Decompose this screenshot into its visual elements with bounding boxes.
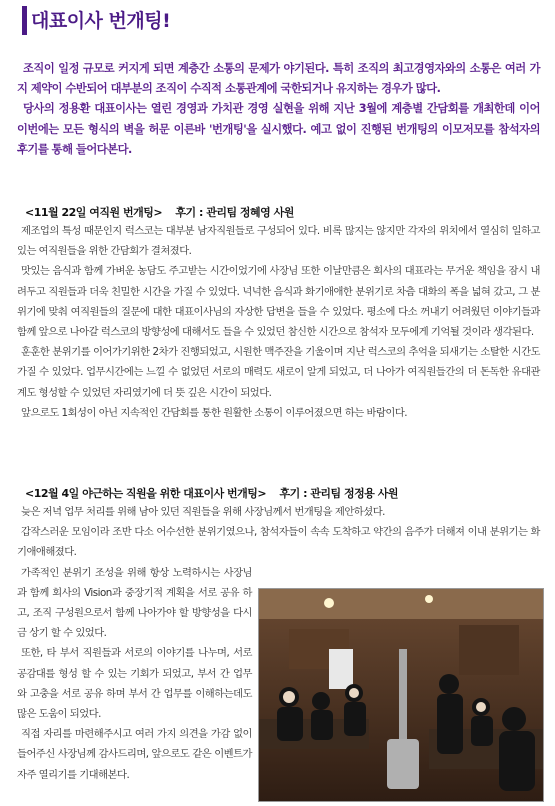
section-2-paragraph-5: 직접 자리를 마련해주시고 여러 가지 의견을 가감 없이 들어주신 사장님께 감사드리며, 앞으로도 같은 이벤트가 자주 열리기를 기대해본다. xyxy=(17,728,252,781)
section-2-paragraph-4: 또한, 타 부서 직원들과 서로의 이야기를 나누며, 서로 공감대를 형성 할 수 있는 기회가 되었고, 부서 간 업무와 고충을 서로 공유 하며 부서 간 업무를 이해하는데도 많은 도움이 되었다. xyxy=(17,647,252,721)
section-2-paragraph-1: 늦은 저녁 업무 처리를 위해 남아 있던 직원들을 위해 사장님께서 번개팅을 제안하셨다. xyxy=(21,506,385,518)
section-1-heading xyxy=(17,205,540,221)
intro-text xyxy=(17,59,540,160)
title-block xyxy=(22,6,176,35)
section-2-heading xyxy=(17,486,540,502)
section-1-body xyxy=(17,221,540,423)
section-1-title: <11월 22일 여직원 번개팅> xyxy=(25,206,163,219)
section-2-paragraph-3: 가족적인 분위기 조성을 위해 항상 노력하시는 사장님과 함께 회사의 Vision과 중장기적 계획을 서로 공유 하고, 조직 구성원으로서 함께 나아가야 할 방향성을 다시금 상기 할 수 있었다. xyxy=(17,566,252,640)
group-dinner-photo xyxy=(258,588,544,802)
section-2-title: <12월 4일 야근하는 직원을 위한 대표이사 번개팅> xyxy=(25,487,267,500)
intro-paragraph-2: 당사의 정용환 대표이사는 열린 경영과 가치관 경영 실현을 위해 지난 3월에 계층별 간담회를 개최한데 이어 이번에는 모든 형식의 벽을 허문 이른바 '번개팅'을 실시했다. 예고 없이 진행된 번개팅의 이모저모를 참석자의 후기를 통해 들어다본다. xyxy=(17,102,540,156)
photo-illustration xyxy=(259,589,543,801)
section-1-paragraph-3: 훈훈한 분위기를 이어가기위한 2차가 진행되었고, 시원한 맥주잔을 기울이며 지난 럭스코의 추억을 되새기는 소탈한 시간도 가질 수 있었다. 업무시간에는 느낄 수 없었던 서로의 매력도 새로이 알게 되었고, 더 나아가 여직원들간의 더 돈독한 유대관계도 형성할 수 있었던 자리였기에 더 뜻 깊은 시간이 되었다. xyxy=(17,346,540,399)
section-1-paragraph-2: 맛있는 음식과 함께 가벼운 농담도 주고받는 시간이었기에 사장님 또한 이날만큼은 회사의 대표라는 무거운 책임을 잠시 내려두고 직원들과 더욱 친밀한 시간을 가질 수 있었다. 넉넉한 음식과 화기애애한 분위기로 차츰 대화의 폭을 넓혀 갔고, 그 분위기에 맞춰 여직원들의 질문에 대한 대표이사님의 자상한 답변을 들을 수 있었다. 평소에 다소 꺼내기 어려웠던 이야기들과 함께 앞으로 나아갈 럭스코의 방향성에 대해서도 들을 수 있었던 참신한 시간으로 참석자 모두에게 기억될 것이라 생각된다. xyxy=(17,265,540,339)
section-1-reviewer: 후기 : 관리팀 정혜영 사원 xyxy=(175,206,294,219)
section-2-reviewer: 후기 : 관리팀 정정용 사원 xyxy=(279,487,398,500)
section-2-paragraph-2: 갑작스러운 모임이라 조반 다소 어수선한 분위기였으나, 참석자들이 속속 도착하고 약간의 음주가 더해져 이내 분위기는 화기애애해졌다. xyxy=(17,526,540,559)
page-title: 대표이사 번개팅! xyxy=(22,6,176,35)
section-1-paragraph-1: 제조업의 특성 때문인지 럭스코는 대부분 남자직원들로 구성되어 있다. 비록 많지는 않지만 각자의 위치에서 열심히 일하고 있는 여직원들을 위한 간담회가 결쳐졌다. xyxy=(17,225,540,258)
section-women-staff-meeting xyxy=(17,205,540,423)
intro-paragraph-1: 조직이 일정 규모로 커지게 되면 계층간 소통의 문제가 야기된다. 특히 조직의 최고경영자와의 소통은 여러 가지 제약이 수반되어 대부분의 조직이 수직적 소통관계에 국한되거나 유지하는 경우가 많다. xyxy=(17,62,540,96)
section-1-paragraph-4: 앞으로도 1회성이 아닌 지속적인 간담회를 통한 원활한 소통이 이루어졌으면 하는 바람이다. xyxy=(21,406,408,419)
